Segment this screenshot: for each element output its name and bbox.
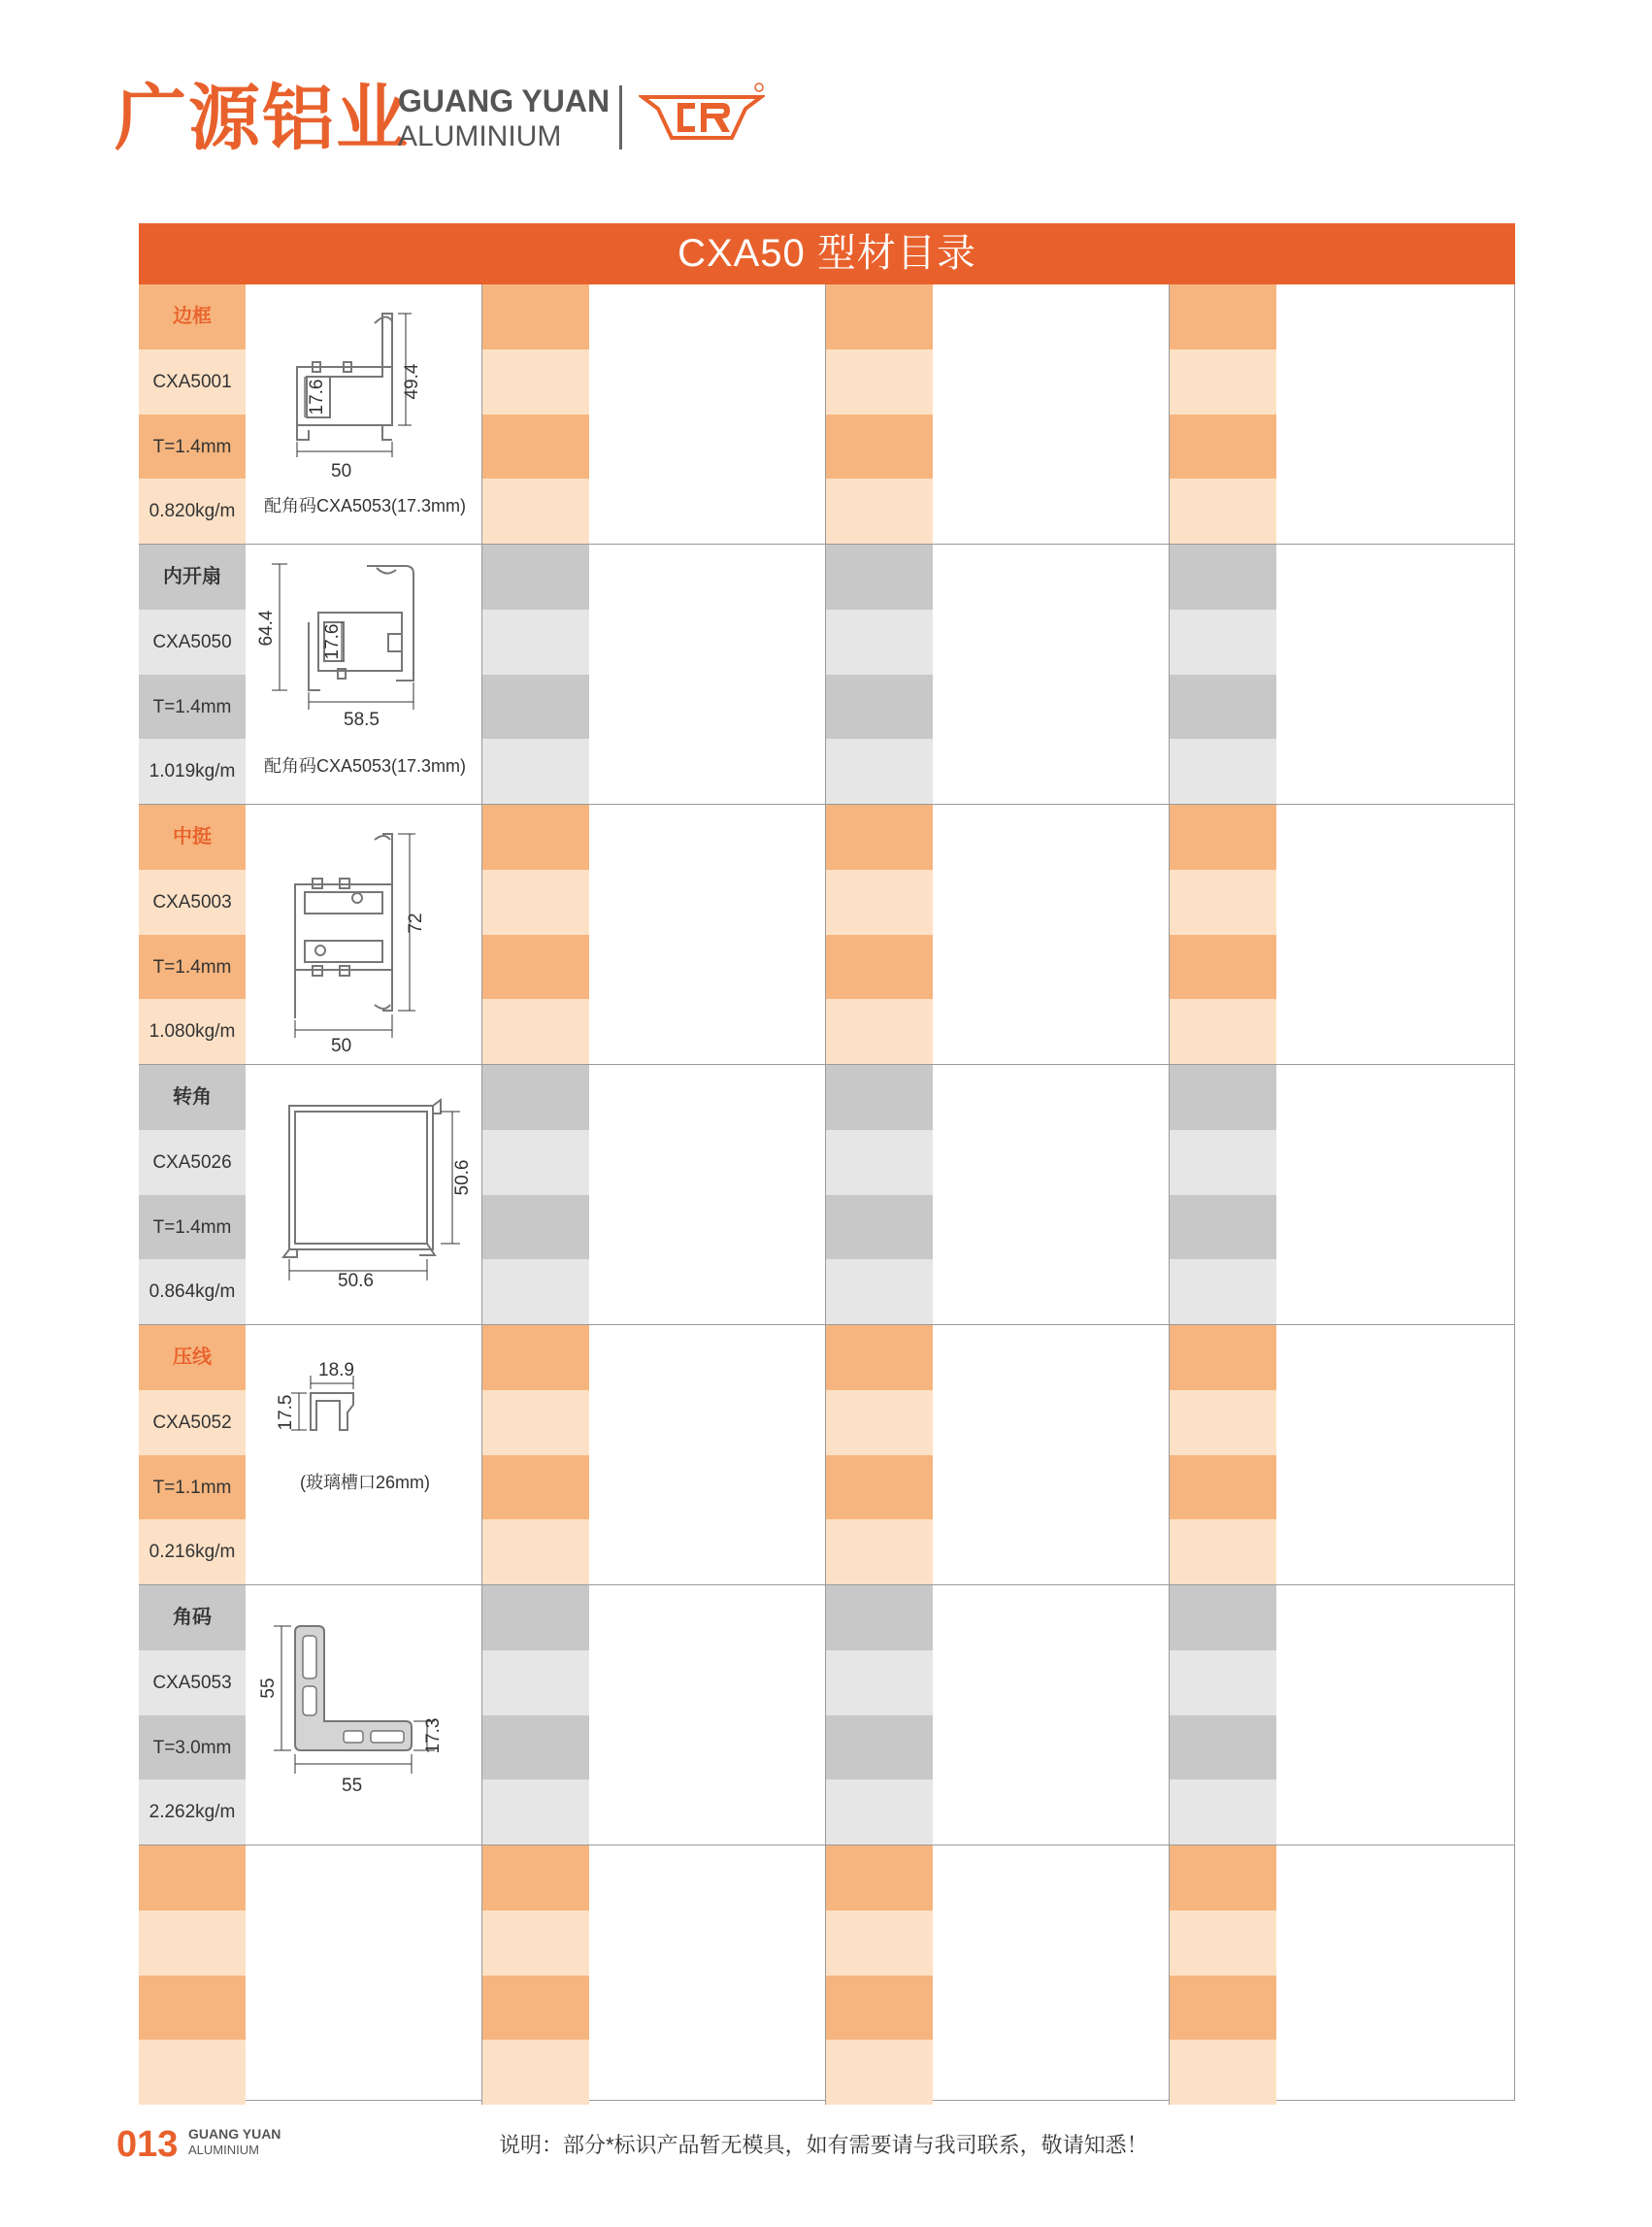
dim-width: 55: [342, 1776, 363, 1796]
dim-height: 72: [406, 913, 426, 934]
dim-height: 64.4: [256, 610, 277, 647]
footer-brand-en-sub: ALUMINIUM: [188, 2143, 259, 2157]
label-strip: [139, 1325, 246, 1584]
dim-height: 49.4: [402, 363, 422, 400]
brand-name-en: GUANG YUAN: [398, 83, 611, 118]
profile-note: 配角码CXA5053(17.3mm): [263, 756, 467, 776]
profile-drawing: [250, 805, 479, 1064]
profile-cell: [139, 805, 482, 1064]
profile-cell: [826, 545, 1170, 804]
footer-note: 说明：部分*标识产品暂无模具，如有需要请与我司联系，敬请知悉！: [499, 2133, 1148, 2157]
label-strip: [139, 284, 246, 544]
catalog-row: [139, 1325, 1515, 1585]
profile-thickness: T=1.1mm: [152, 1478, 232, 1498]
profile-thickness: T=1.4mm: [152, 437, 232, 457]
profile-cell: [1170, 805, 1513, 1064]
profile-cell: [139, 1325, 482, 1584]
brand-name-en-sub: ALUMINIUM: [398, 120, 562, 152]
profile-name: 压线: [173, 1346, 212, 1368]
dim-inner: 17.6: [307, 379, 327, 415]
dim-inner: 17.6: [322, 623, 343, 660]
profile-catalog: [139, 223, 1515, 2102]
profile-weight: 2.262kg/m: [149, 1802, 236, 1822]
profile-cell: [826, 284, 1170, 544]
profile-name: 中挺: [173, 826, 212, 848]
catalog-row: [139, 805, 1515, 1065]
dim-height: 55: [258, 1678, 279, 1699]
profile-cell: [1170, 545, 1513, 804]
profile-cell: [482, 1325, 826, 1584]
profile-name: 角码: [173, 1607, 212, 1628]
profile-code: CXA5050: [152, 632, 232, 652]
profile-cell: [482, 1065, 826, 1324]
brand-name-cn: 广源铝业: [115, 77, 410, 160]
profile-cell: [826, 1065, 1170, 1324]
profile-weight: 0.216kg/m: [149, 1542, 236, 1562]
profile-cell: [826, 1585, 1170, 1845]
profile-cell: [139, 1845, 482, 2105]
profile-thickness: T=1.4mm: [152, 697, 232, 717]
profile-code: CXA5053: [152, 1673, 232, 1693]
catalog-row: [139, 1845, 1515, 2101]
profile-code: CXA5003: [152, 892, 232, 913]
label-strip: [139, 1585, 246, 1845]
profile-thickness: T=1.4mm: [152, 1217, 232, 1238]
profile-code: CXA5001: [152, 372, 232, 392]
profile-drawing: [250, 1325, 479, 1584]
profile-cell: [1170, 284, 1513, 544]
page-number: 013: [116, 2124, 179, 2165]
profile-name: 转角: [173, 1086, 212, 1108]
catalog-row: [139, 1585, 1515, 1845]
profile-cell: [1170, 1585, 1513, 1845]
profile-code: CXA5052: [152, 1413, 232, 1433]
profile-cell: [482, 545, 826, 804]
profile-weight: 1.019kg/m: [149, 761, 236, 781]
label-strip: [139, 1065, 246, 1324]
catalog-row: [139, 284, 1515, 545]
page-footer: [116, 2121, 1534, 2170]
catalog-row: [139, 1065, 1515, 1325]
dim-width: 18.9: [318, 1360, 354, 1380]
profile-cell: [826, 1325, 1170, 1584]
brand-separator: [619, 85, 622, 150]
profile-note: (玻璃槽口26mm): [300, 1473, 430, 1492]
profile-thickness: T=1.4mm: [152, 957, 232, 978]
profile-drawing: [250, 1065, 479, 1324]
profile-weight: 0.864kg/m: [149, 1281, 236, 1302]
profile-cell: [482, 1845, 826, 2105]
profile-cell: [482, 805, 826, 1064]
label-strip: [139, 545, 246, 804]
footer-brand-en: GUANG YUAN: [188, 2126, 281, 2142]
profile-cell: [139, 1065, 482, 1324]
dim-width: 50.6: [338, 1271, 374, 1291]
profile-note: 配角码CXA5053(17.3mm): [263, 496, 467, 515]
dim-inner: 17.3: [423, 1717, 444, 1754]
profile-code: CXA5026: [152, 1152, 232, 1173]
catalog-title: CXA50 型材目录: [139, 223, 1515, 284]
profile-cell: [1170, 1325, 1513, 1584]
catalog-row: [139, 545, 1515, 805]
dim-width: 58.5: [344, 710, 380, 730]
profile-cell: [482, 284, 826, 544]
profile-thickness: T=3.0mm: [152, 1738, 232, 1758]
profile-weight: 1.080kg/m: [149, 1021, 236, 1042]
profile-cell: [826, 1845, 1170, 2105]
profile-cell: [482, 1585, 826, 1845]
dim-width: 50: [331, 461, 352, 482]
profile-drawing: [250, 1585, 479, 1845]
profile-cell: [1170, 1845, 1513, 2105]
gr-logo-icon: [639, 80, 765, 157]
profile-cell: [1170, 1065, 1513, 1324]
dim-height: 50.6: [452, 1159, 473, 1196]
profile-cell: [826, 805, 1170, 1064]
dim-width: 50: [331, 1036, 352, 1056]
profile-cell: [139, 284, 482, 544]
profile-name: 内开扇: [163, 566, 221, 587]
profile-cell: [139, 1585, 482, 1845]
dim-height: 17.5: [276, 1394, 296, 1431]
profile-cell: [139, 545, 482, 804]
profile-weight: 0.820kg/m: [149, 501, 236, 521]
label-strip: [139, 805, 246, 1064]
profile-name: 边框: [173, 306, 212, 327]
